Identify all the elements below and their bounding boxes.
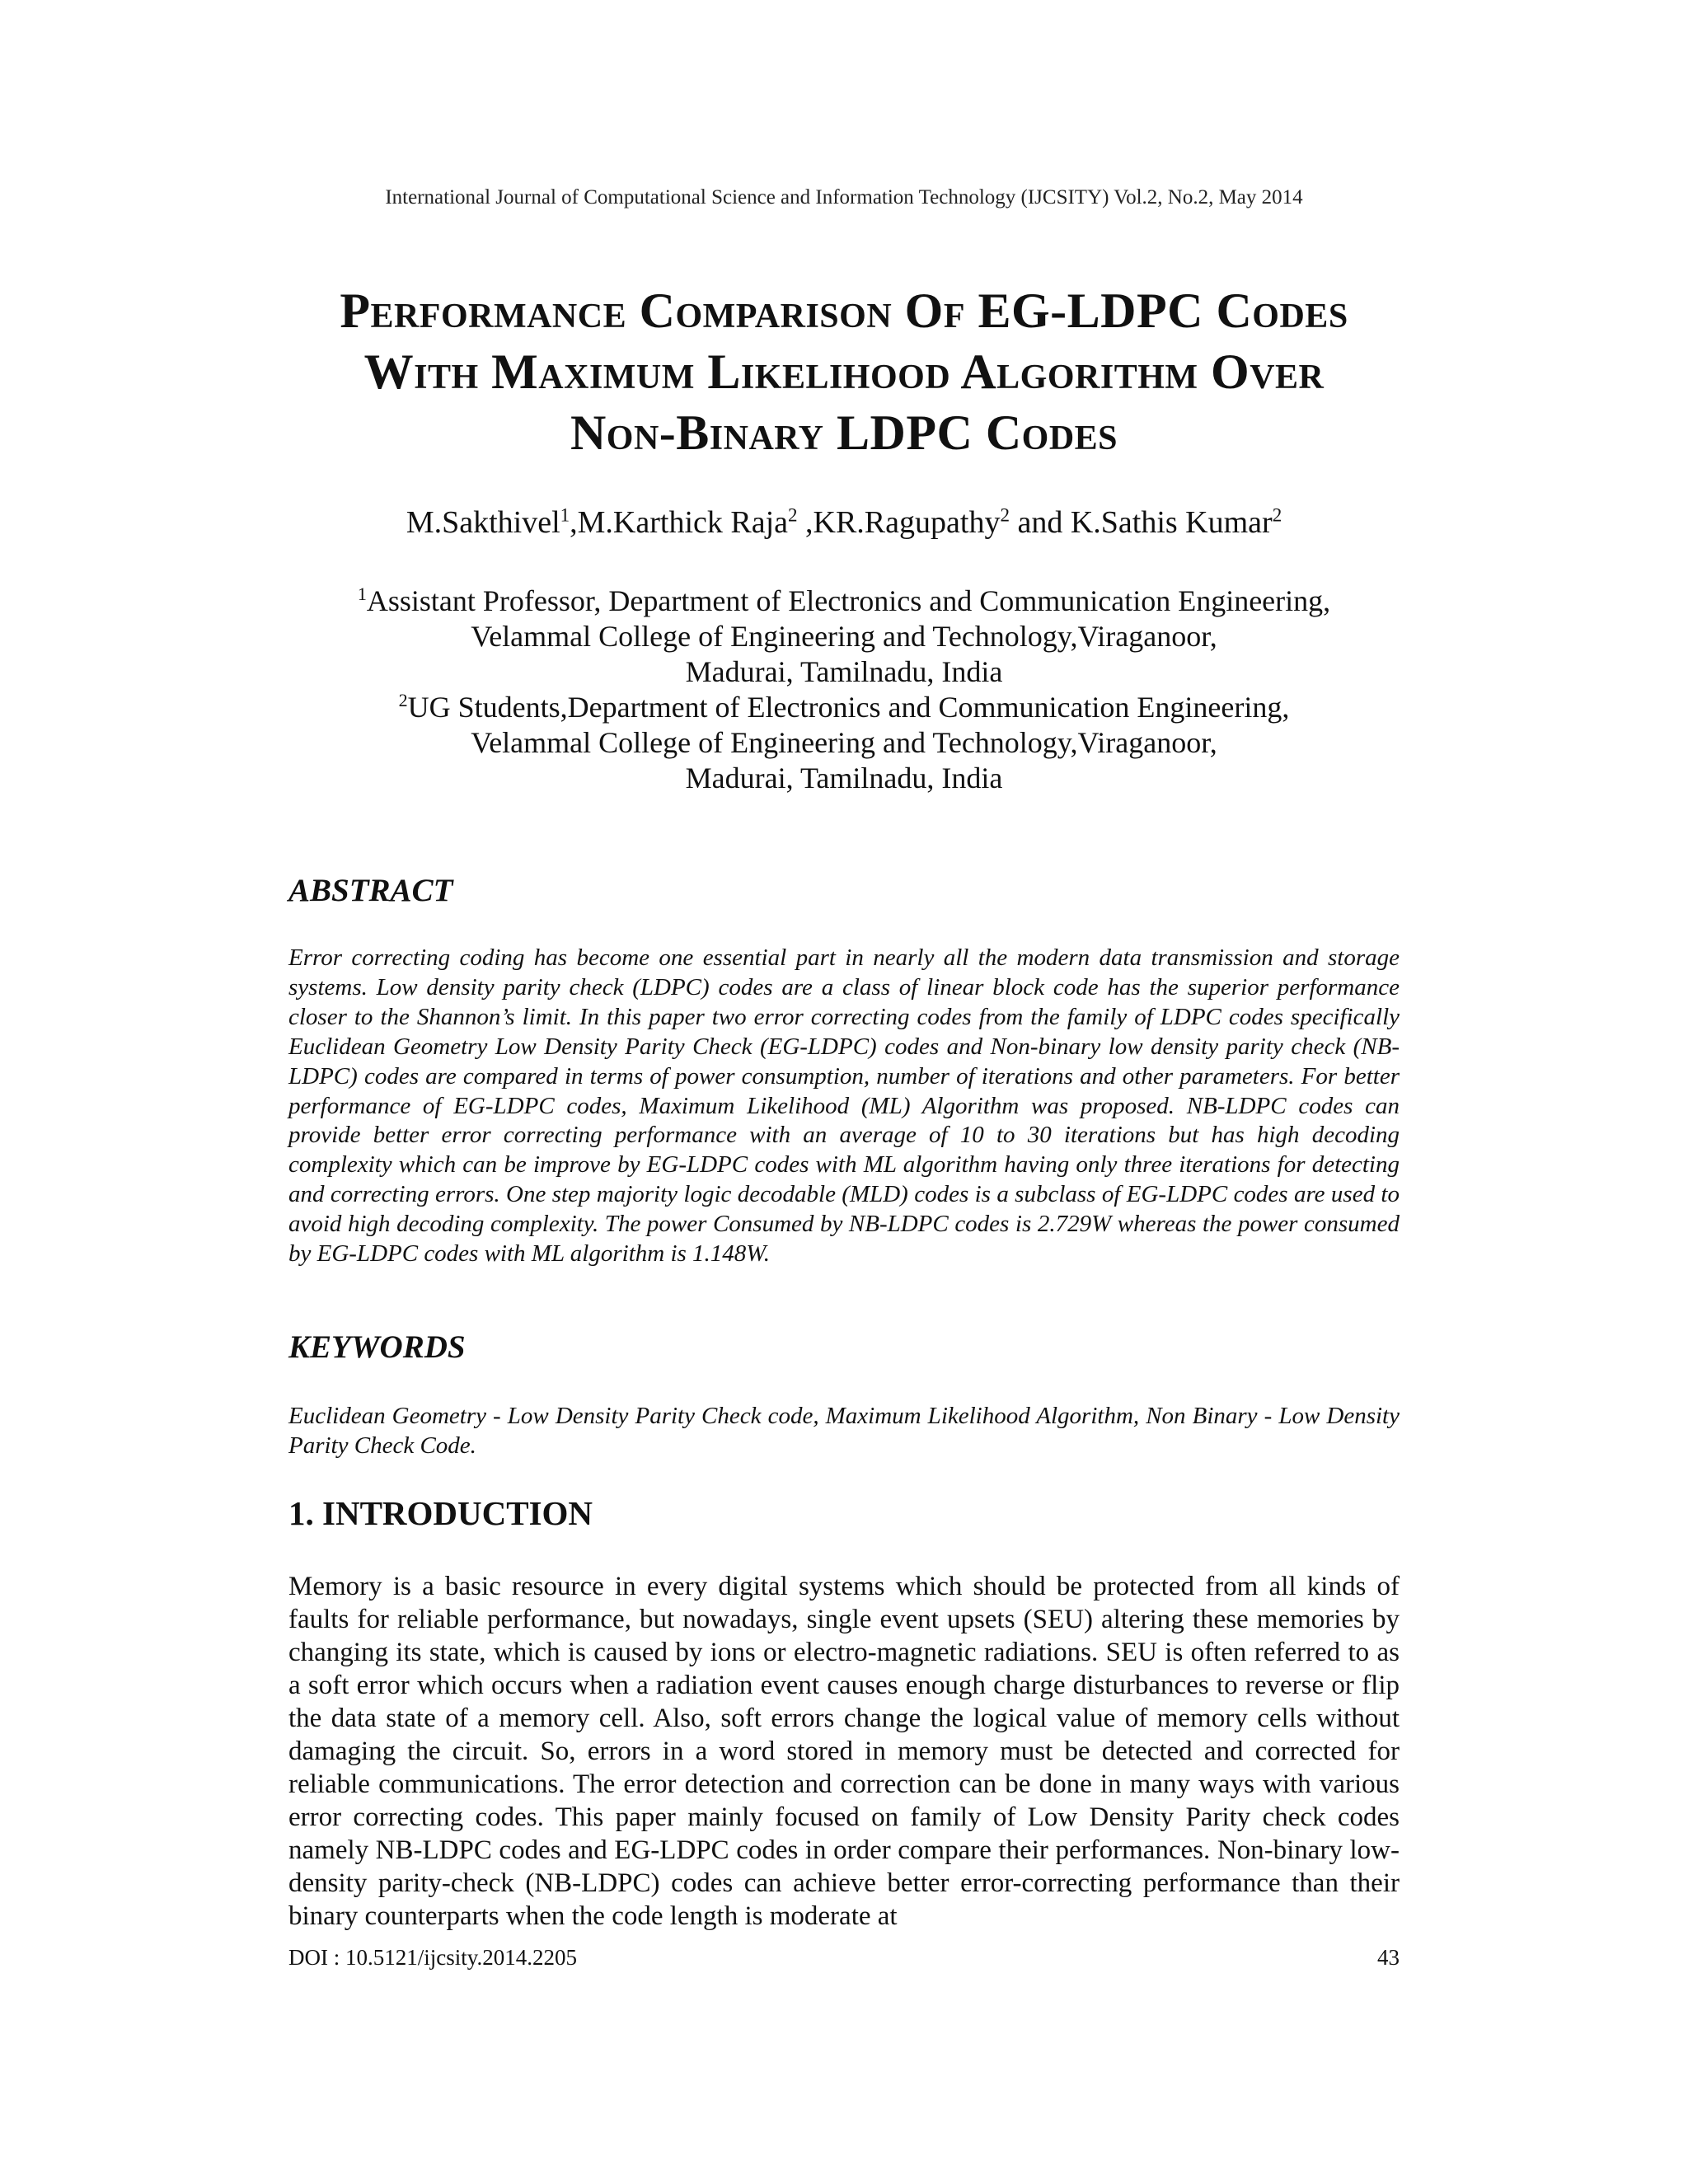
abstract-heading: ABSTRACT: [288, 873, 453, 908]
page-number: 43: [1377, 1945, 1400, 1970]
affiliation-1-line-3: Madurai, Tamilnadu, India: [685, 655, 1003, 688]
keywords-heading: KEYWORDS: [288, 1329, 466, 1365]
affiliations-block: [0, 583, 1688, 796]
author-list: [0, 504, 1688, 541]
keywords-text: Euclidean Geometry - Low Density Parity Check code, Maximum Likelihood Algorithm, Non Binary - Low Density Parity Check Code.: [288, 1403, 1400, 1459]
author-name: ,M.Karthick Raja: [570, 505, 789, 540]
title-line-2: With Maximum Likelihood Algorithm Over: [363, 344, 1325, 399]
author-affiliation-mark: 2: [1000, 504, 1010, 526]
affiliation-2-line-1: [0, 690, 1688, 725]
author-name: M.Sakthivel: [406, 505, 560, 540]
author-name: ,KR.Ragupathy: [797, 505, 1001, 540]
affiliation-mark: 1: [357, 583, 367, 604]
author-affiliation-mark: 2: [1272, 504, 1282, 526]
introduction-heading: 1. INTRODUCTION: [288, 1494, 593, 1532]
affiliation-2-line-2: Velammal College of Engineering and Technology,Viraganoor,: [471, 726, 1217, 759]
paper-title: [214, 280, 1474, 463]
abstract-text: Error correcting coding has become one essential part in nearly all the modern data transmission and storage systems. Low density parity check (LDPC) codes are a class of linear block code has the superior performance closer to the Shannon’s limit. In this paper two error correcting codes from the family of LDPC codes specifically Euclidean Geometry Low Density Parity Check (EG-LDPC) codes and Non-binary low density parity check (NB-LDPC) codes are compared in terms of power consumption, number of iterations and other parameters. For better performance of EG-LDPC codes, Maximum Likelihood (ML) Algorithm was proposed. NB-LDPC codes can provide better error correcting performance with an average of 10 to 30 iterations but has high decoding complexity which can be improve by EG-LDPC codes with ML algorithm having only three iterations for detecting and correcting errors. One step majority logic decodable (MLD) codes is a subclass of EG-LDPC codes are used to avoid high decoding complexity. The power Consumed by NB-LDPC codes is 2.729W whereas the power consumed by EG-LDPC codes with ML algorithm is 1.148W.: [288, 944, 1400, 1268]
affiliation-text: UG Students,Department of Electronics and Communication Engineering,: [407, 691, 1290, 724]
author-name: and K.Sathis Kumar: [1009, 505, 1273, 540]
affiliation-mark: 2: [398, 690, 408, 710]
affiliation-1-line-1: [0, 583, 1688, 619]
affiliation-2-line-3: Madurai, Tamilnadu, India: [685, 762, 1003, 794]
doi-footer: DOI : 10.5121/ijcsity.2014.2205: [288, 1945, 577, 1970]
author-affiliation-mark: 2: [788, 504, 798, 526]
introduction-text: Memory is a basic resource in every digital systems which should be protected from all kinds of faults for reliable performance, but nowadays, single event upsets (SEU) altering these memories by changing its state, which is caused by ions or electro-magnetic radiations. SEU is often referred to as a soft error which occurs when a radiation event causes enough charge disturbances to reverse or flip the data state of a memory cell. Also, soft errors change the logical value of memory cells without damaging the circuit. So, errors in a word stored in memory must be detected and corrected for reliable communications. The error detection and correction can be done in many ways with various error correcting codes. This paper mainly focused on family of Low Density Parity check codes namely NB-LDPC codes and EG-LDPC codes in order compare their performances. Non-binary low-density parity-check (NB-LDPC) codes can achieve better error-correcting performance than their binary counterparts when the code length is moderate at: [288, 1572, 1400, 1931]
running-header: International Journal of Computational Science and Information Technology (IJCSITY) Vol.2, No.2, May 2014: [385, 186, 1303, 209]
affiliation-1-line-2: Velammal College of Engineering and Technology,Viraganoor,: [471, 620, 1217, 653]
author-affiliation-mark: 1: [560, 504, 570, 526]
title-line-3: Non-Binary LDPC Codes: [570, 405, 1118, 460]
title-line-1: Performance Comparison Of EG-LDPC Codes: [340, 284, 1348, 338]
affiliation-text: Assistant Professor, Department of Electronics and Communication Engineering,: [366, 584, 1331, 617]
